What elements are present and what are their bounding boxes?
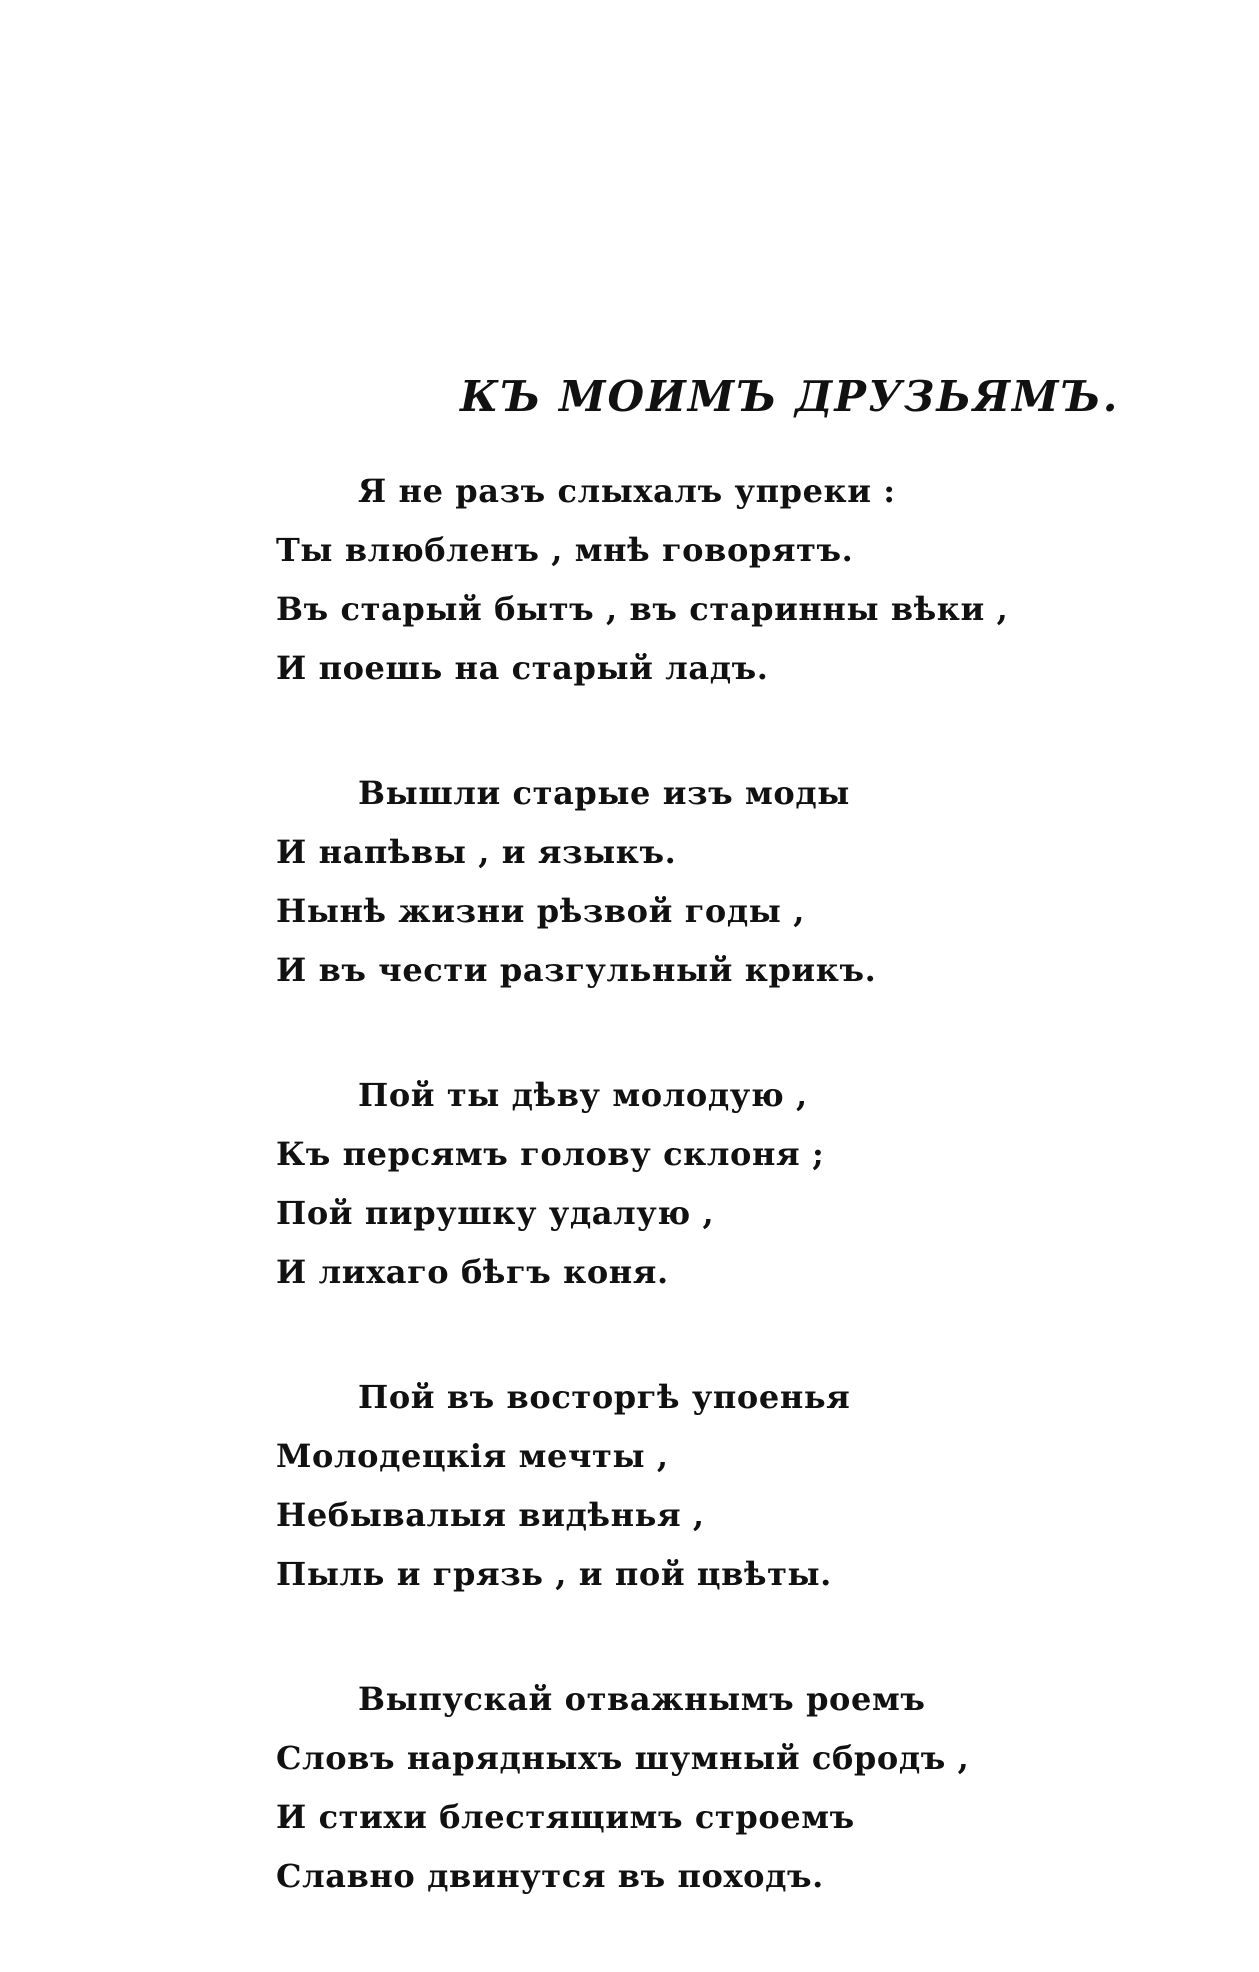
stanza-1 <box>276 462 1036 698</box>
poem-line: Вышли старые изъ моды <box>358 774 850 812</box>
poem-line: Нынѣ жизни рѣзвой годы , <box>276 892 805 930</box>
poem-line: Выпускай отважнымъ роемъ <box>358 1680 926 1718</box>
stanza-4 <box>276 1368 1036 1604</box>
poem-line: Небывалыя видѣнья , <box>276 1496 705 1534</box>
poem-line: Славно двинутся въ походъ. <box>276 1857 824 1895</box>
poem-line: Пой ты дѣву молодую , <box>358 1076 808 1114</box>
poem-line: И стихи блестящимъ строемъ <box>276 1798 855 1836</box>
stanza-3 <box>276 1066 1036 1302</box>
poem-line: Въ старый бытъ , въ старинны вѣки , <box>276 590 1009 628</box>
poem-line: Пой въ восторгѣ упоенья <box>358 1378 851 1416</box>
poem-line: Молодецкія мечты , <box>276 1437 669 1475</box>
poem-line: Пой пирушку удалую , <box>276 1194 715 1232</box>
poem-line: И поешь на старый ладъ. <box>276 649 769 687</box>
poem-line: Пыль и грязь , и пой цвѣты. <box>276 1555 832 1593</box>
poem-title: КЪ МОИМЪ ДРУЗЬЯМЪ. <box>460 372 1120 421</box>
poem-line: И въ чести разгульный крикъ. <box>276 951 877 989</box>
poem-line: И лихаго бѣгъ коня. <box>276 1253 669 1291</box>
stanza-2 <box>276 764 1036 1000</box>
poem-body <box>276 462 1036 1972</box>
poem-line: Я не разъ слыхалъ упреки : <box>358 472 896 510</box>
poem-line: Къ персямъ голову склоня ; <box>276 1135 825 1173</box>
stanza-5 <box>276 1670 1036 1906</box>
poem-line: Ты влюбленъ , мнѣ говорятъ. <box>276 531 854 569</box>
poem-line: И напѣвы , и языкъ. <box>276 833 677 871</box>
poem-line: Словъ нарядныхъ шумный сбродъ , <box>276 1739 970 1777</box>
